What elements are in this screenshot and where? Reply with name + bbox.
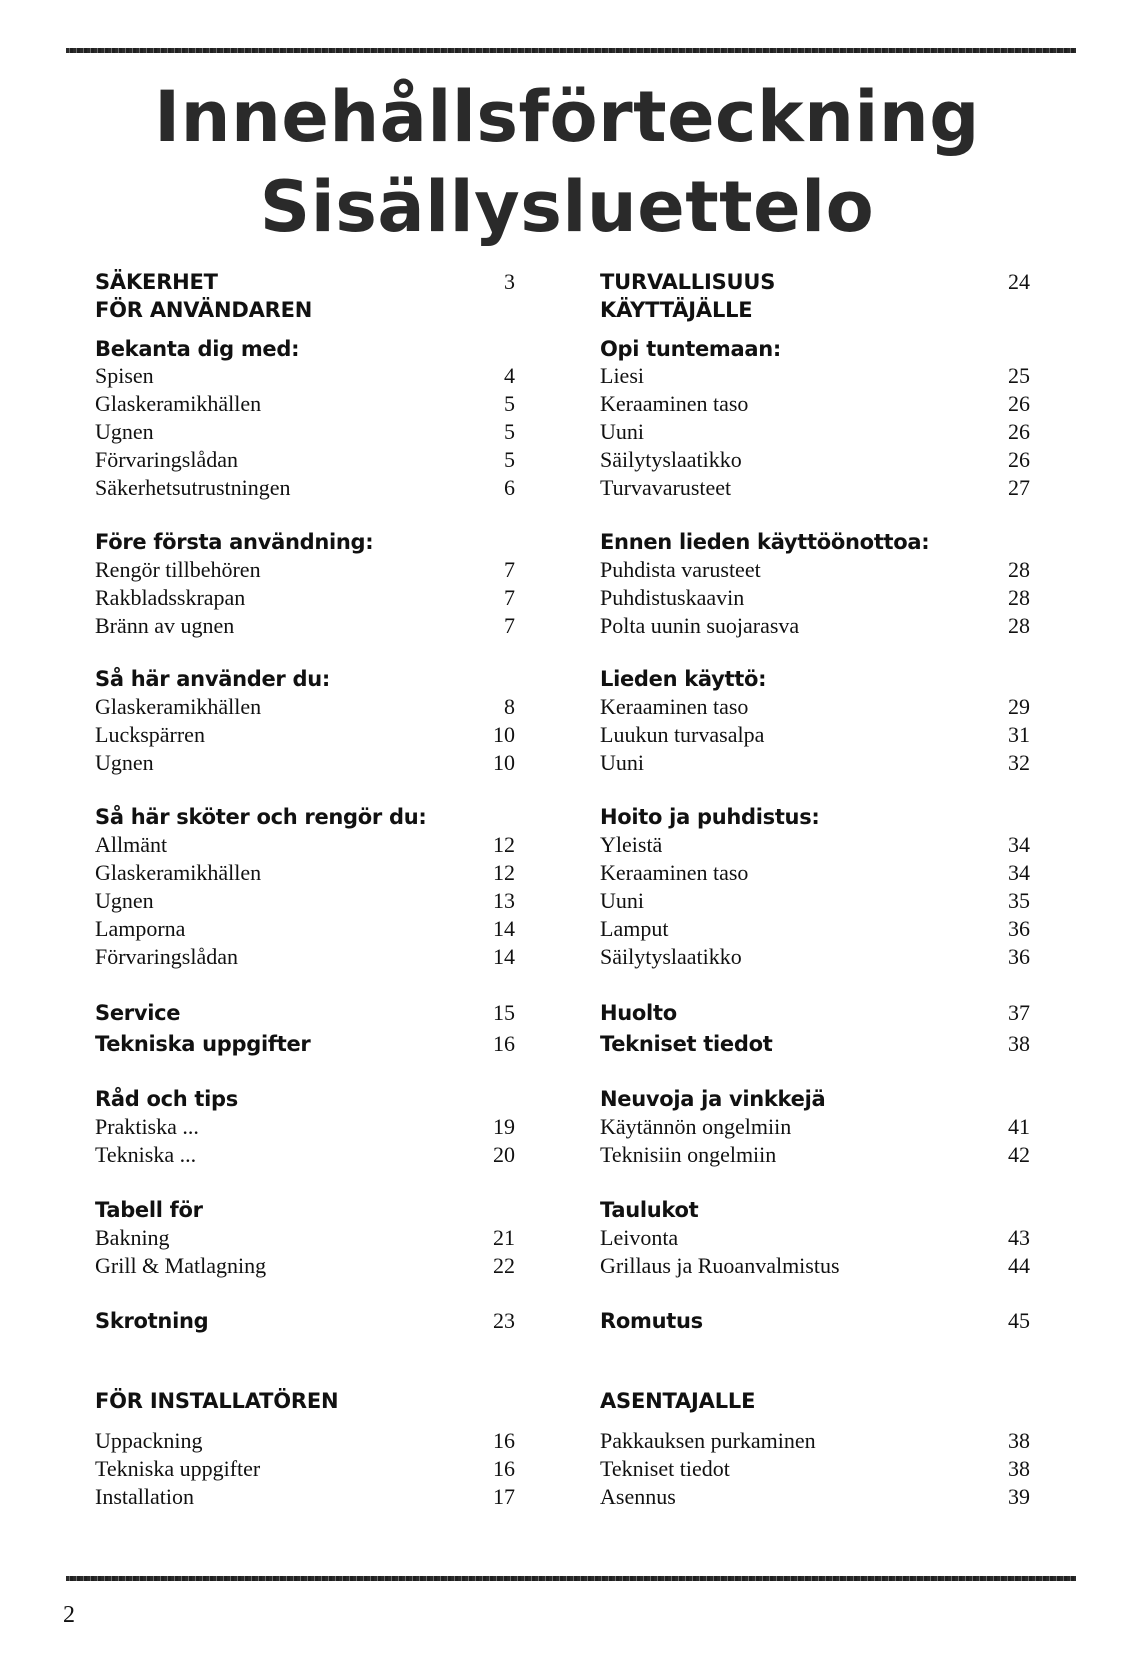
toc-entry[interactable] xyxy=(95,390,515,418)
toc-entry[interactable] xyxy=(600,1113,1030,1141)
toc-label: Rakbladsskrapan xyxy=(95,585,246,610)
toc-entry[interactable] xyxy=(600,556,1030,584)
toc-page: 45 xyxy=(1008,1308,1030,1333)
toc-column-swedish xyxy=(95,268,515,1511)
toc-entry[interactable] xyxy=(600,831,1030,859)
toc-entry[interactable] xyxy=(95,721,515,749)
toc-label: Lamporna xyxy=(95,916,186,941)
toc-label: Puhdistuskaavin xyxy=(600,585,745,610)
toc-label: Lieden käyttö: xyxy=(600,667,767,691)
toc-heading-user xyxy=(600,296,1030,335)
toc-entry[interactable] xyxy=(95,693,515,721)
toc-label: Så här använder du: xyxy=(95,667,330,691)
toc-entry[interactable] xyxy=(600,612,1030,640)
toc-page: 31 xyxy=(1008,722,1030,747)
toc-page: 4 xyxy=(504,363,515,388)
toc-label: Spisen xyxy=(95,363,154,388)
toc-entry[interactable] xyxy=(95,915,515,943)
toc-label: Skrotning xyxy=(95,1309,209,1333)
toc-label: Bakning xyxy=(95,1225,170,1250)
toc-page: 27 xyxy=(1008,475,1030,500)
toc-label: Keraaminen taso xyxy=(600,694,749,719)
toc-label: Yleistä xyxy=(600,832,663,857)
toc-entry[interactable] xyxy=(600,1455,1030,1483)
toc-label: Liesi xyxy=(600,363,644,388)
toc-page: 16 xyxy=(493,1456,515,1481)
toc-label: Taulukot xyxy=(600,1198,699,1222)
toc-entry[interactable] xyxy=(95,749,515,777)
toc-entry[interactable] xyxy=(95,612,515,640)
toc-entry[interactable] xyxy=(600,943,1030,971)
toc-label: Tekniska uppgifter xyxy=(95,1456,261,1481)
toc-entry[interactable] xyxy=(95,418,515,446)
toc-page: 36 xyxy=(1008,916,1030,941)
toc-label: Säilytyslaatikko xyxy=(600,447,742,472)
toc-label: Puhdista varusteet xyxy=(600,557,761,582)
toc-label: Allmänt xyxy=(95,832,168,857)
toc-entry[interactable] xyxy=(95,446,515,474)
toc-entry-technical[interactable] xyxy=(95,1030,515,1058)
toc-label: Uppackning xyxy=(95,1428,203,1453)
toc-entry[interactable] xyxy=(600,584,1030,612)
toc-label: Keraaminen taso xyxy=(600,391,749,416)
toc-heading-get-to-know xyxy=(95,335,515,362)
toc-entry[interactable] xyxy=(600,390,1030,418)
toc-page: 5 xyxy=(504,447,515,472)
toc-entry[interactable] xyxy=(600,887,1030,915)
toc-page: 26 xyxy=(1008,447,1030,472)
toc-heading-tables xyxy=(95,1196,515,1224)
toc-heading-how-to-use xyxy=(95,665,515,693)
toc-page: 22 xyxy=(493,1253,515,1278)
toc-heading-get-to-know xyxy=(600,335,1030,362)
toc-label: Grillaus ja Ruoanvalmistus xyxy=(600,1253,840,1278)
toc-label: FÖR ANVÄNDAREN xyxy=(95,298,313,322)
toc-entry[interactable] xyxy=(600,859,1030,887)
toc-page: 10 xyxy=(493,750,515,775)
toc-page: 43 xyxy=(1008,1225,1030,1250)
toc-label: Leivonta xyxy=(600,1225,679,1250)
toc-page: 42 xyxy=(1008,1142,1030,1167)
toc-entry-safety[interactable] xyxy=(95,268,515,296)
toc-page: 24 xyxy=(1008,269,1030,294)
toc-page: 19 xyxy=(493,1114,515,1139)
toc-heading-tips xyxy=(600,1085,1030,1113)
toc-label: ASENTAJALLE xyxy=(600,1389,756,1413)
toc-page: 32 xyxy=(1008,750,1030,775)
toc-page: 34 xyxy=(1008,832,1030,857)
toc-label: Luckspärren xyxy=(95,722,205,747)
toc-page: 5 xyxy=(504,391,515,416)
toc-entry[interactable] xyxy=(95,1252,515,1280)
toc-entry[interactable] xyxy=(95,1224,515,1252)
toc-label: Lamput xyxy=(600,916,669,941)
toc-label: Bränn av ugnen xyxy=(95,613,235,638)
toc-entry[interactable] xyxy=(95,1483,515,1511)
toc-entry-service[interactable] xyxy=(95,999,515,1030)
toc-label: Opi tuntemaan: xyxy=(600,337,781,361)
toc-label: Så här sköter och rengör du: xyxy=(95,805,427,829)
toc-page: 37 xyxy=(1008,1000,1030,1025)
toc-label: Säilytyslaatikko xyxy=(600,944,742,969)
toc-label: Tekniset tiedot xyxy=(600,1032,773,1056)
toc-label: Grill & Matlagning xyxy=(95,1253,267,1278)
toc-label: Tabell för xyxy=(95,1198,203,1222)
toc-page: 17 xyxy=(493,1484,515,1509)
toc-label: Tekniset tiedot xyxy=(600,1456,730,1481)
toc-heading-tables xyxy=(600,1196,1030,1224)
toc-page: 16 xyxy=(493,1031,515,1056)
toc-page: 12 xyxy=(493,832,515,857)
toc-heading-care xyxy=(95,803,515,831)
toc-page: 12 xyxy=(493,860,515,885)
toc-label: Uuni xyxy=(600,419,644,444)
toc-label: Tekniska uppgifter xyxy=(95,1032,311,1056)
toc-label: Rengör tillbehören xyxy=(95,557,261,582)
toc-page: 36 xyxy=(1008,944,1030,969)
toc-page: 10 xyxy=(493,722,515,747)
toc-page: 20 xyxy=(493,1142,515,1167)
toc-entry[interactable] xyxy=(600,362,1030,390)
toc-entry[interactable] xyxy=(95,1455,515,1483)
toc-entry[interactable] xyxy=(600,446,1030,474)
toc-page: 13 xyxy=(493,888,515,913)
toc-label: Bekanta dig med: xyxy=(95,337,300,361)
page-number: 2 xyxy=(63,1602,75,1628)
toc-heading-before-first-use xyxy=(95,528,515,556)
toc-entry[interactable] xyxy=(95,1427,515,1455)
toc-entry[interactable] xyxy=(600,693,1030,721)
toc-column-finnish xyxy=(600,268,1030,1511)
toc-label: FÖR INSTALLATÖREN xyxy=(95,1389,339,1413)
toc-page: 7 xyxy=(504,557,515,582)
toc-page: 25 xyxy=(1008,363,1030,388)
toc-entry[interactable] xyxy=(95,887,515,915)
toc-entry[interactable] xyxy=(95,474,515,502)
toc-label: SÄKERHET xyxy=(95,270,218,294)
toc-label: Förvaringslådan xyxy=(95,447,238,472)
toc-label: Teknisiin ongelmiin xyxy=(600,1142,777,1167)
toc-page: 21 xyxy=(493,1225,515,1250)
toc-heading-user xyxy=(95,296,515,335)
toc-label: Ugnen xyxy=(95,888,154,913)
toc-entry[interactable] xyxy=(600,474,1030,502)
toc-entry-safety[interactable] xyxy=(600,268,1030,296)
toc-label: Käytännön ongelmiin xyxy=(600,1114,792,1139)
toc-label: Ugnen xyxy=(95,750,154,775)
toc-entry-technical[interactable] xyxy=(600,1030,1030,1058)
toc-page: 35 xyxy=(1008,888,1030,913)
bottom-rule xyxy=(66,1576,1076,1581)
toc-page: 44 xyxy=(1008,1253,1030,1278)
toc-label: Luukun turvasalpa xyxy=(600,722,765,747)
toc-page: 41 xyxy=(1008,1114,1030,1139)
toc-page: 7 xyxy=(504,613,515,638)
toc-page: 3 xyxy=(504,269,515,294)
toc-label: Ugnen xyxy=(95,419,154,444)
toc-label: TURVALLISUUS xyxy=(600,270,776,294)
toc-heading-installer xyxy=(600,1387,1030,1427)
toc-label: Säkerhetsutrustningen xyxy=(95,475,291,500)
toc-label: Keraaminen taso xyxy=(600,860,749,885)
toc-label: KÄYTTÄJÄLLE xyxy=(600,298,753,322)
toc-entry[interactable] xyxy=(600,1427,1030,1455)
toc-label: Huolto xyxy=(600,1001,677,1025)
toc-entry-disposal[interactable] xyxy=(95,1307,515,1335)
toc-label: Installation xyxy=(95,1484,194,1509)
toc-label: Pakkauksen purkaminen xyxy=(600,1428,816,1453)
toc-page: 6 xyxy=(504,475,515,500)
toc-label: Förvaringslådan xyxy=(95,944,238,969)
toc-entry[interactable] xyxy=(600,915,1030,943)
toc-label: Turvavarusteet xyxy=(600,475,732,500)
toc-page: 14 xyxy=(493,944,515,969)
toc-page: 39 xyxy=(1008,1484,1030,1509)
top-rule xyxy=(66,48,1076,53)
toc-heading-care xyxy=(600,803,1030,831)
toc-page: 14 xyxy=(493,916,515,941)
toc-entry[interactable] xyxy=(95,362,515,390)
toc-label: Asennus xyxy=(600,1484,676,1509)
toc-page: 7 xyxy=(504,585,515,610)
toc-entry[interactable] xyxy=(95,1113,515,1141)
toc-label: Service xyxy=(95,1001,181,1025)
toc-page: 38 xyxy=(1008,1031,1030,1056)
toc-label: Före första användning: xyxy=(95,530,374,554)
toc-entry[interactable] xyxy=(600,749,1030,777)
toc-entry[interactable] xyxy=(600,1224,1030,1252)
toc-page: 38 xyxy=(1008,1456,1030,1481)
toc-label: Praktiska ... xyxy=(95,1114,199,1139)
toc-entry[interactable] xyxy=(95,943,515,971)
toc-page: 5 xyxy=(504,419,515,444)
toc-page: 28 xyxy=(1008,557,1030,582)
toc-entry[interactable] xyxy=(95,831,515,859)
toc-page: 34 xyxy=(1008,860,1030,885)
toc-label: Uuni xyxy=(600,888,644,913)
title-finnish: Sisällysluettelo xyxy=(259,166,875,248)
toc-label: Uuni xyxy=(600,750,644,775)
toc-label: Neuvoja ja vinkkejä xyxy=(600,1087,826,1111)
toc-label: Glaskeramikhällen xyxy=(95,694,262,719)
toc-label: Ennen lieden käyttöönottoa: xyxy=(600,530,930,554)
toc-entry[interactable] xyxy=(600,418,1030,446)
toc-page: 28 xyxy=(1008,613,1030,638)
toc-page: 29 xyxy=(1008,694,1030,719)
toc-label: Glaskeramikhällen xyxy=(95,391,262,416)
toc-page: 26 xyxy=(1008,391,1030,416)
toc-entry[interactable] xyxy=(600,721,1030,749)
toc-heading-before-first-use xyxy=(600,528,1030,556)
toc-page: 28 xyxy=(1008,585,1030,610)
toc-entry[interactable] xyxy=(600,1483,1030,1511)
toc-entry[interactable] xyxy=(95,859,515,887)
toc-heading-tips xyxy=(95,1085,515,1113)
toc-page: 38 xyxy=(1008,1428,1030,1453)
toc-label: Romutus xyxy=(600,1309,703,1333)
toc-entry[interactable] xyxy=(95,556,515,584)
toc-page: 8 xyxy=(504,694,515,719)
toc-entry[interactable] xyxy=(600,1141,1030,1169)
toc-page: 15 xyxy=(493,1000,515,1025)
toc-page: 26 xyxy=(1008,419,1030,444)
toc-heading-how-to-use xyxy=(600,665,1030,693)
toc-entry[interactable] xyxy=(95,584,515,612)
toc-entry-disposal[interactable] xyxy=(600,1307,1030,1335)
toc-label: Polta uunin suojarasva xyxy=(600,613,800,638)
toc-label: Råd och tips xyxy=(95,1087,238,1111)
toc-entry[interactable] xyxy=(600,1252,1030,1280)
toc-entry[interactable] xyxy=(95,1141,515,1169)
toc-page: 23 xyxy=(493,1308,515,1333)
toc-entry-service[interactable] xyxy=(600,999,1030,1030)
toc-page: 16 xyxy=(493,1428,515,1453)
title-swedish: Innehållsförteckning xyxy=(154,76,980,158)
toc-heading-installer xyxy=(95,1387,515,1427)
toc-label: Glaskeramikhällen xyxy=(95,860,262,885)
toc-label: Tekniska ... xyxy=(95,1142,197,1167)
toc-label: Hoito ja puhdistus: xyxy=(600,805,820,829)
